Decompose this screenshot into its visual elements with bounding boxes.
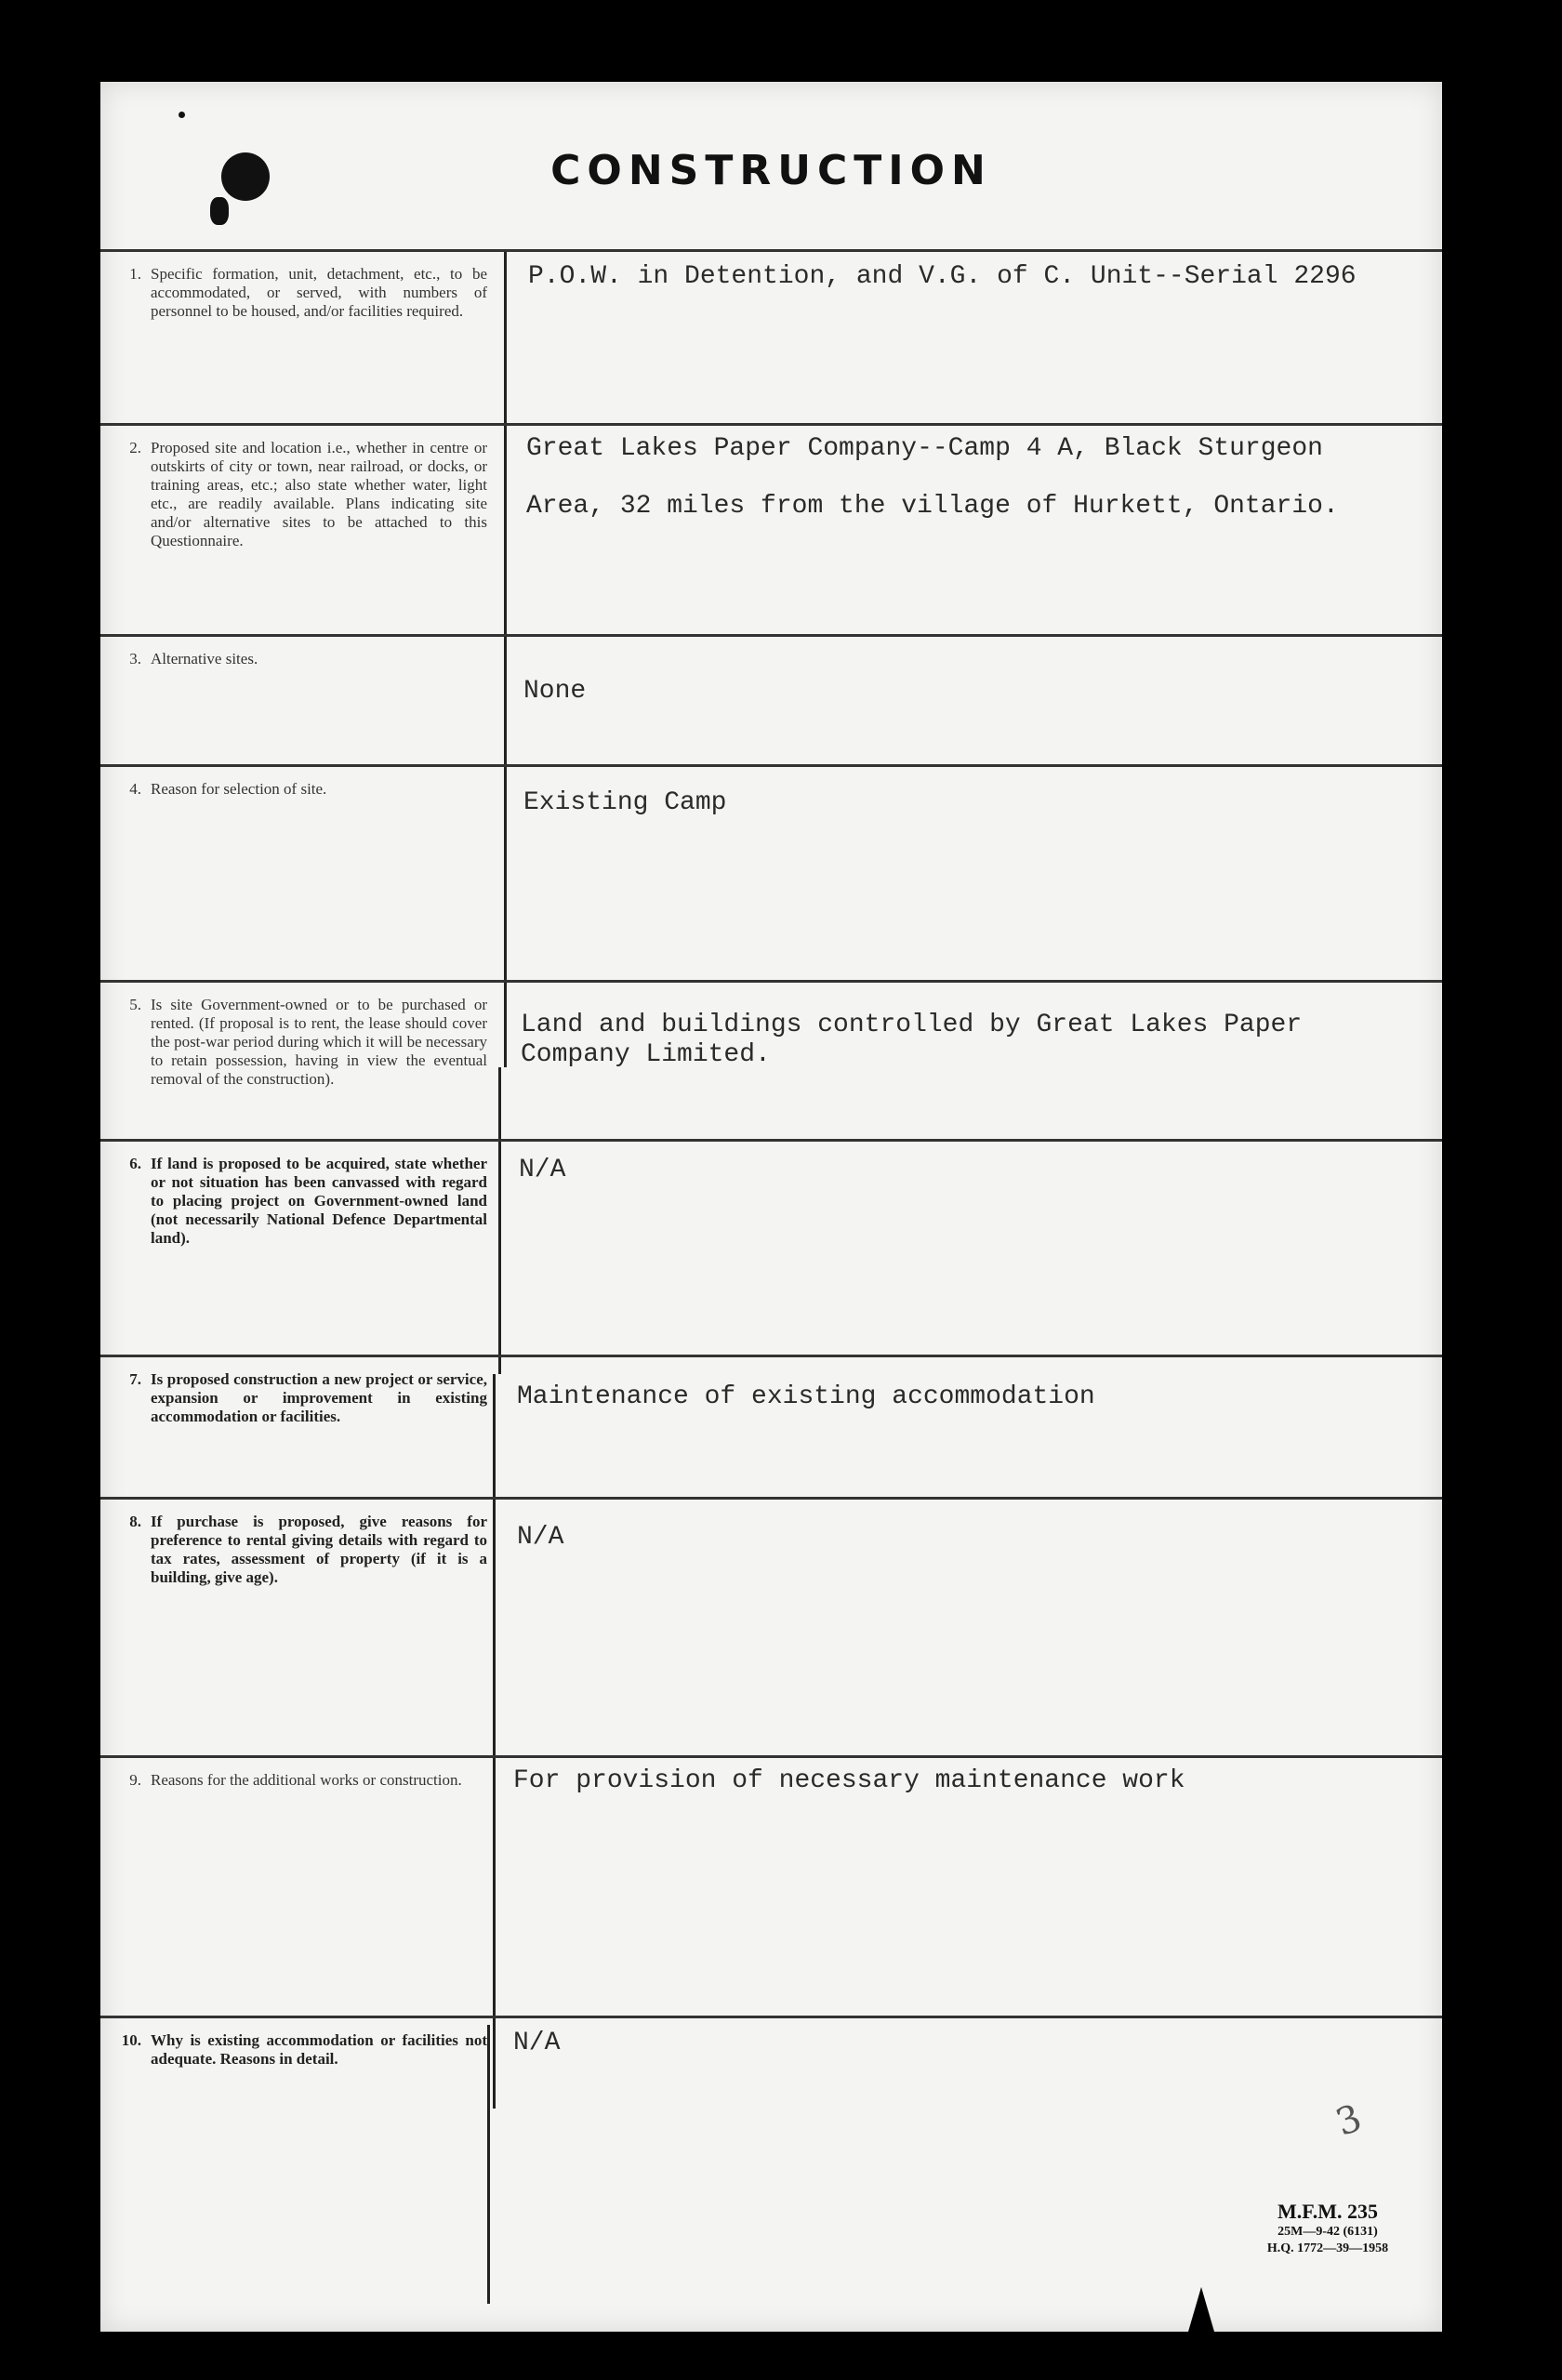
question-row-8 [100, 1497, 1442, 1755]
question-text: Proposed site and location i.e., whether in centre or outskirts of city or town, near railroad, or docks, or training areas, etc.; also state whether water, light etc., are readily available. Plans indicating site and/or alternative sites to be attached to this Questionnaire. [151, 439, 487, 549]
question-3 [108, 650, 487, 668]
form-footer [1216, 2200, 1439, 2257]
question-4 [108, 780, 487, 799]
question-1 [108, 265, 487, 321]
handwritten-mark: 3 [1330, 2096, 1368, 2145]
answer-7: Maintenance of existing accommodation [517, 1382, 1095, 1411]
answer-9: For provision of necessary maintenance work [513, 1766, 1185, 1795]
form-title: CONSTRUCTION [550, 147, 992, 194]
question-text: Reason for selection of site. [151, 780, 327, 798]
ink-blot [210, 197, 229, 225]
question-text: Is proposed construction a new project or service, expansion or improvement in existing accommodation or facilities. [151, 1370, 487, 1425]
question-row-2 [100, 423, 1442, 634]
question-row-1 [100, 249, 1442, 424]
question-number: 8. [129, 1513, 141, 1530]
question-row-10 [100, 2016, 1442, 2316]
answer-8: N/A [517, 1523, 564, 1552]
question-number: 6. [129, 1155, 141, 1172]
question-number: 2. [129, 439, 141, 456]
question-text: Alternative sites. [151, 650, 258, 668]
answer-6: N/A [519, 1156, 566, 1184]
question-text: Reasons for the additional works or construction. [151, 1771, 462, 1789]
question-10 [108, 2031, 487, 2069]
question-text: Is site Government-owned or to be purchased or rented. (If proposal is to rent, the lease should cover the post-war period during which it will be necessary to retain possession, having in view the eventual removal of the construction). [151, 996, 487, 1088]
question-8 [108, 1513, 487, 1587]
question-row-3 [100, 634, 1442, 765]
question-text: Why is existing accommodation or facilities not adequate. Reasons in detail. [151, 2031, 487, 2068]
question-text: If land is proposed to be acquired, state whether or not situation has been canvassed with regard to placing project on Government-owned land (not necessarily National Defence Departmental land). [151, 1155, 487, 1247]
ink-speck [179, 112, 185, 118]
question-row-7 [100, 1355, 1442, 1497]
question-9 [108, 1771, 487, 1790]
print-code: 25M—9-42 (6131) [1277, 2225, 1378, 2239]
question-6 [108, 1155, 487, 1248]
question-number: 10. [121, 2031, 141, 2049]
question-number: 4. [129, 780, 141, 798]
question-row-6 [100, 1139, 1442, 1355]
question-number: 5. [129, 996, 141, 1013]
question-2 [108, 439, 487, 550]
question-number: 1. [129, 265, 141, 283]
answer-4: Existing Camp [523, 788, 727, 817]
question-row-4 [100, 764, 1442, 981]
question-row-9 [100, 1755, 1442, 2016]
paper-tear [1188, 2287, 1214, 2332]
question-number: 7. [129, 1370, 141, 1388]
answer-1: P.O.W. in Detention, and V.G. of C. Unit--Serial 2296 [528, 262, 1357, 291]
answer-3: None [523, 677, 587, 706]
answer-10: N/A [513, 2029, 561, 2057]
question-text: Specific formation, unit, detachment, etc., to be accommodated, or served, with numbers of personnel to be housed, and/or facilities required. [151, 265, 487, 320]
form-sheet [100, 82, 1442, 2332]
answer-2: Great Lakes Paper Company--Camp 4 A, Black Sturgeon Area, 32 miles from the village of Hurkett, Ontario. [526, 434, 1339, 521]
question-text: If purchase is proposed, give reasons for preference to rental giving details with regard to tax rates, assessment of property (if it is a building, give age). [151, 1513, 487, 1586]
question-5 [108, 996, 487, 1089]
form-id: M.F.M. 235 [1277, 2200, 1378, 2223]
question-row-5 [100, 980, 1442, 1139]
hq-reference: H.Q. 1772—39—1958 [1266, 2241, 1389, 2255]
question-number: 9. [129, 1771, 141, 1789]
answer-5: Land and buildings controlled by Great Lakes Paper Company Limited. [521, 1011, 1303, 1069]
question-number: 3. [129, 650, 141, 668]
question-7 [108, 1370, 487, 1426]
